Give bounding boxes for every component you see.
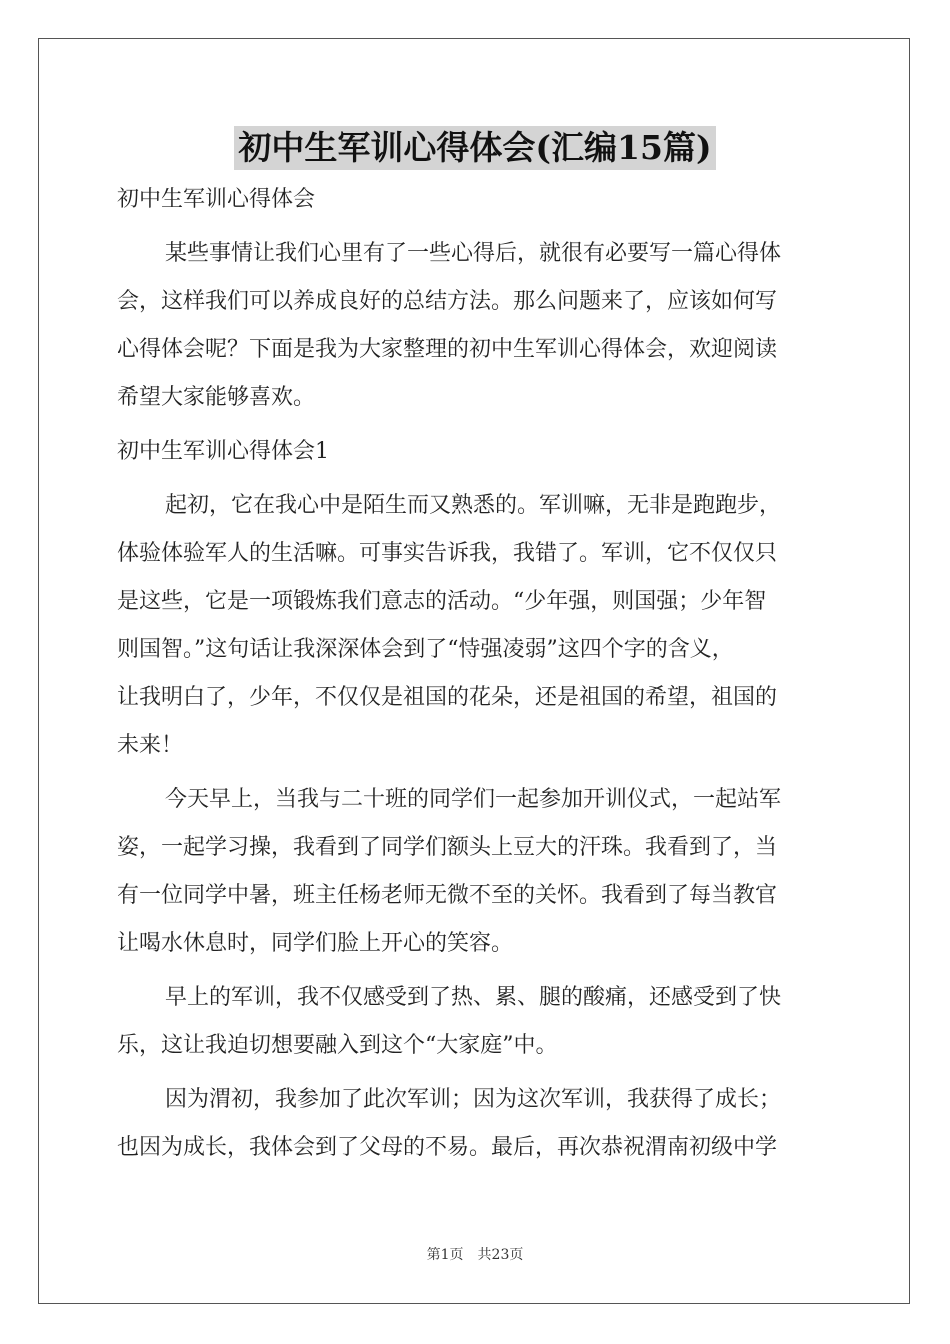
title-container (0, 126, 950, 170)
page-number: 第1页 (426, 1247, 464, 1263)
paragraph-line: 会，这样我们可以养成良好的总结方法。那么问题来了，应该如何写 (117, 289, 778, 314)
paragraph-line: 也因为成长，我体会到了父母的不易。最后，再次恭祝渭南初级中学 (117, 1135, 778, 1160)
body-paragraph (117, 776, 839, 968)
paragraph-line: 早上的军训，我不仅感受到了热、累、腿的酸痛，还感受到了快 (165, 985, 782, 1010)
document-title: 初中生军训心得体会(汇编15篇) (234, 126, 715, 170)
paragraph-line: 让我明白了，少年，不仅仅是祖国的花朵，还是祖国的希望，祖国的 (117, 685, 778, 710)
document-body (117, 176, 839, 1178)
paragraph-line: 是这些，它是一项锻炼我们意志的活动。“少年强，则国强；少年智 (117, 589, 767, 614)
paragraph-line: 起初，它在我心中是陌生而又熟悉的。军训嘛，无非是跑跑步， (165, 493, 782, 518)
paragraph-line: 则国智。”这句话让我深深体会到了“恃强凌弱”这四个字的含义， (117, 637, 734, 662)
paragraph-line: 希望大家能够喜欢。 (117, 385, 316, 410)
paragraph-line: 某些事情让我们心里有了一些心得后，就很有必要写一篇心得体 (165, 241, 782, 266)
paragraph-line: 乐，这让我迫切想要融入到这个“大家庭”中。 (117, 1033, 558, 1058)
paragraph-line: 体验体验军人的生活嘛。可事实告诉我，我错了。军训，它不仅仅只 (117, 541, 778, 566)
paragraph-line: 未来！ (117, 733, 184, 758)
page-footer (0, 1244, 950, 1264)
paragraph-line: 姿，一起学习操，我看到了同学们额头上豆大的汗珠。我看到了，当 (117, 835, 778, 860)
paragraph-line: 今天早上，当我与二十班的同学们一起参加开训仪式，一起站军 (165, 787, 782, 812)
paragraph-line: 心得体会呢？下面是我为大家整理的初中生军训心得体会，欢迎阅读 (117, 337, 778, 362)
intro-paragraph (117, 230, 839, 422)
body-paragraph (117, 974, 839, 1070)
document-subtitle: 初中生军训心得体会 (117, 187, 316, 212)
paragraph-line: 有一位同学中暑，班主任杨老师无微不至的关怀。我看到了每当教官 (117, 883, 778, 908)
body-paragraph (117, 482, 839, 770)
paragraph-line: 因为渭初，我参加了此次军训；因为这次军训，我获得了成长； (165, 1087, 782, 1112)
paragraph-line: 让喝水休息时，同学们脸上开心的笑容。 (117, 931, 514, 956)
page-total: 共23页 (477, 1247, 524, 1263)
body-paragraph (117, 1076, 839, 1172)
section-heading: 初中生军训心得体会1 (117, 439, 329, 464)
